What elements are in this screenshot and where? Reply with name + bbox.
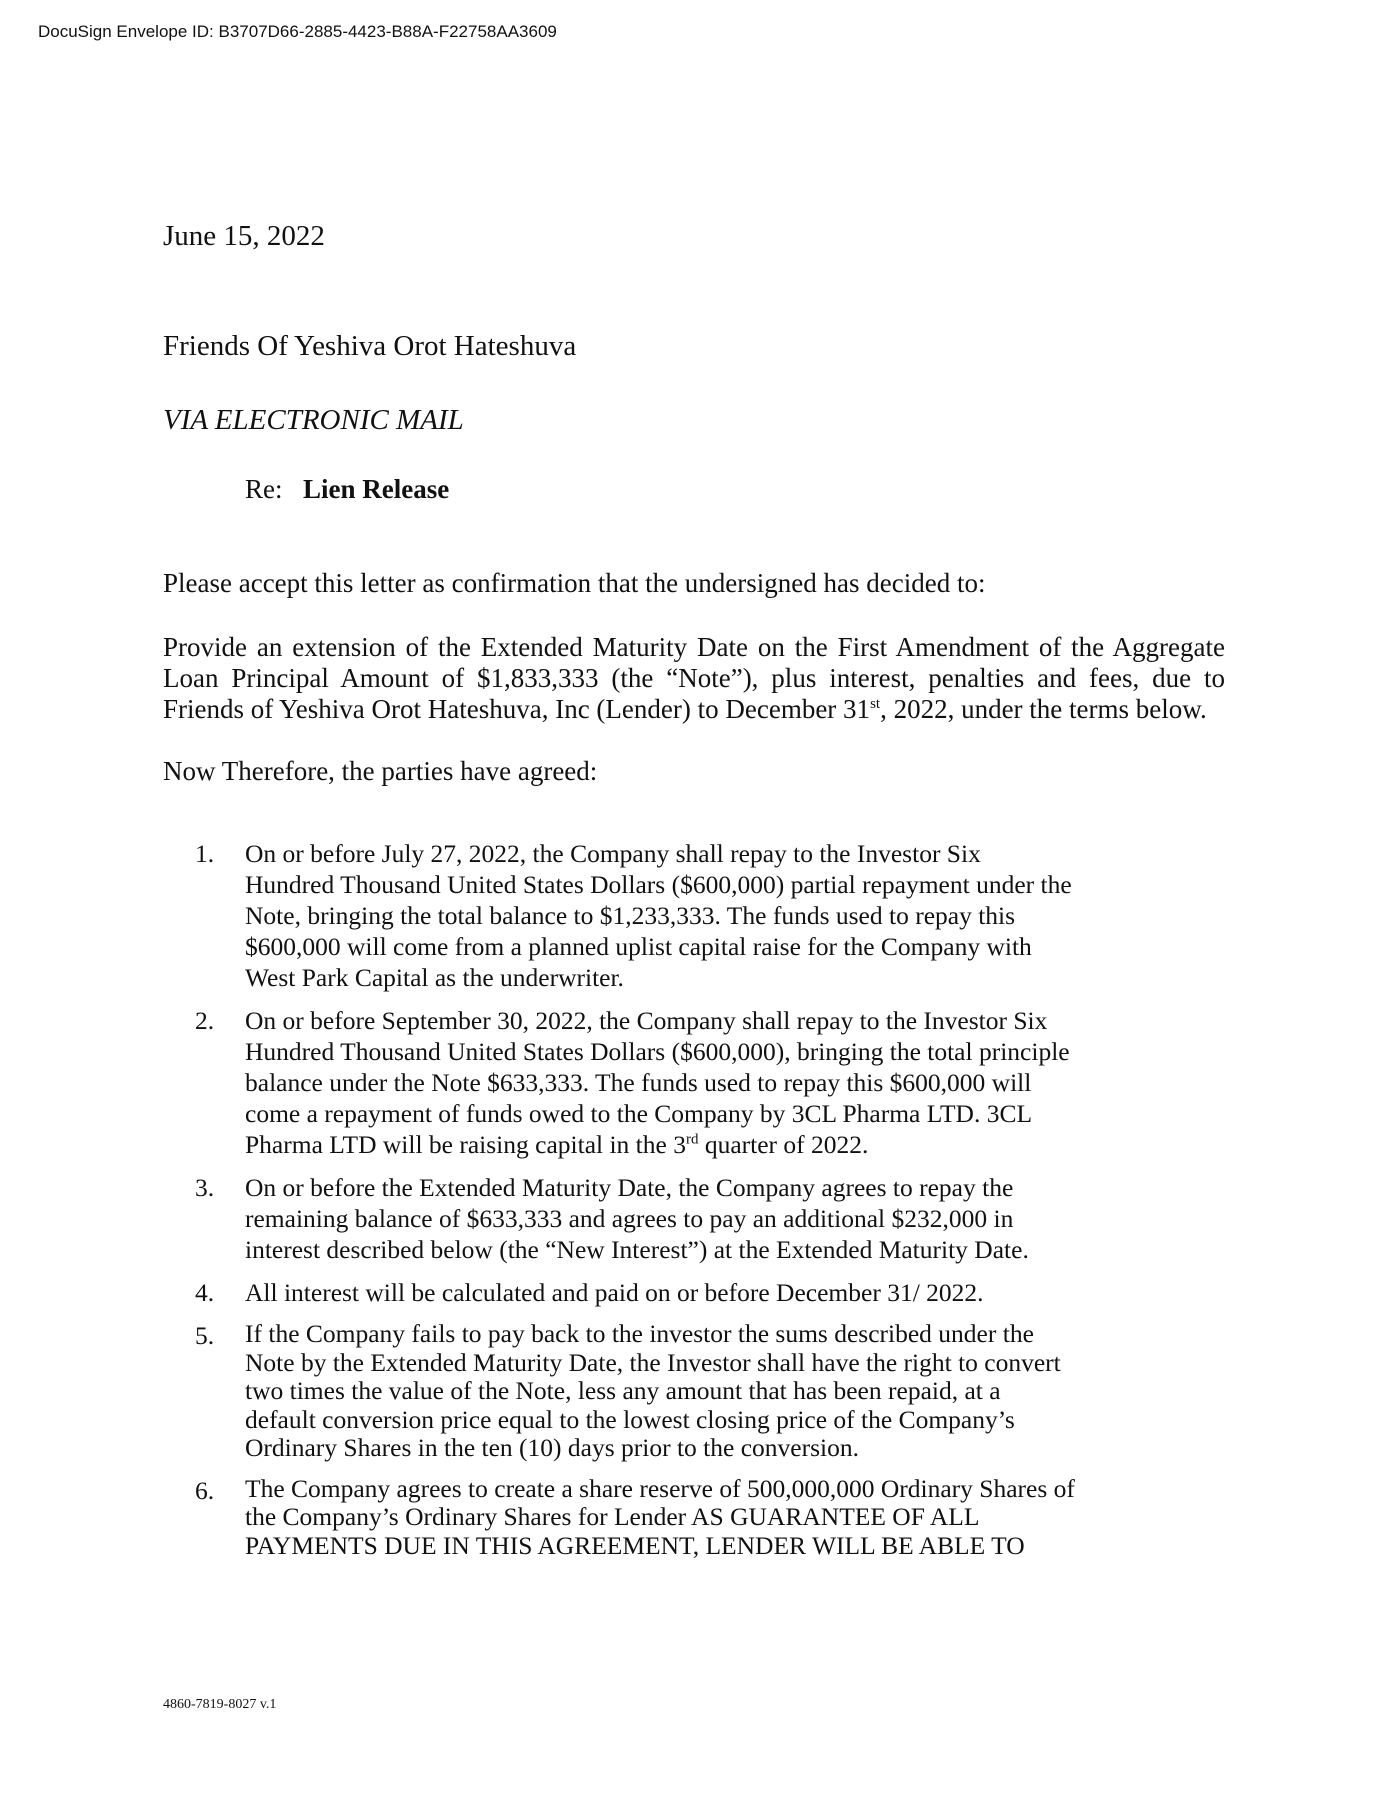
term-text	[245, 1005, 1075, 1160]
delivery-method: VIA ELECTRONIC MAIL	[163, 404, 464, 436]
term-number: 5.	[195, 1321, 215, 1350]
intro-paragraph: Please accept this letter as confirmation that the undersigned has decided to:	[163, 568, 986, 598]
docusign-envelope-id: DocuSign Envelope ID: B3707D66-2885-4423-B88A-F22758AA3609	[38, 22, 557, 41]
document-footer-id: 4860-7819-8027 v.1	[163, 1697, 277, 1712]
term-number: 4.	[195, 1278, 215, 1307]
term-text: All interest will be calculated and paid on or before December 31/ 2022.	[245, 1278, 984, 1307]
now-therefore-line: Now Therefore, the parties have agreed:	[163, 756, 598, 786]
term-item	[195, 1320, 1075, 1463]
subject-text: Lien Release	[303, 474, 450, 504]
extension-superscript: st	[870, 696, 881, 712]
recipient-name: Friends Of Yeshiva Orot Hateshuva	[163, 330, 577, 362]
term-text: If the Company fails to pay back to the investor the sums described under the Note by the Extended Maturity Date, the Investor shall have the right to convert two times the value of the Note, less any amount that has been repaid, at a default conversion price equal to the lowest closing price of the Company’s Ordinary Shares in the ten (10) days prior to the conversion.	[245, 1319, 1061, 1462]
term-superscript: rd	[685, 1131, 699, 1148]
term-number: 2.	[195, 1006, 215, 1035]
extension-text: Provide an extension of the Extended Maturity Date on the First Amendment of the Aggregate Loan Principal Amount of $1,833,333 (the “Note”), plus interest, penalties and fees, due to Friends of Yeshiva Orot Hateshuva, Inc (Lender) to December 31	[163, 632, 1225, 724]
term-text-start: On or before September 30, 2022, the Company shall repay to the Investor Six Hundred Thousand United States Dollars ($600,000), bringing the total principle balance under the Note $633,333. The funds used to repay this $600,000 will come a repayment of funds owed to the Company by 3CL Pharma LTD. 3CL Pharma LTD will be raising capital in the 3	[245, 1006, 1070, 1159]
term-text: On or before July 27, 2022, the Company shall repay to the Investor Six Hundred Thousand United States Dollars ($600,000) partial repayment under the Note, bringing the total balance to $1,233,333. The funds used to repay this $600,000 will come from a planned uplist capital raise for the Company with West Park Capital as the underwriter.	[245, 839, 1072, 992]
subject-label: Re:	[245, 474, 283, 504]
term-number: 6.	[195, 1475, 215, 1505]
term-item	[195, 838, 1075, 993]
term-number: 3.	[195, 1173, 215, 1202]
term-text: On or before the Extended Maturity Date, the Company agrees to repay the remaining balance of $633,333 and agrees to pay an additional $232,000 in interest described below (the “New Interest”) at the Extended Maturity Date.	[245, 1173, 1029, 1264]
term-text-end: quarter of 2022.	[698, 1130, 869, 1159]
term-item	[195, 1005, 1075, 1160]
term-item	[195, 1277, 1075, 1308]
subject-line	[245, 474, 449, 505]
extension-text-end: , 2022, under the terms below.	[880, 694, 1207, 724]
term-item	[195, 1172, 1075, 1265]
extension-paragraph	[163, 632, 1225, 725]
letter-date: June 15, 2022	[163, 220, 325, 252]
terms-list	[195, 838, 1075, 1572]
term-number: 1.	[195, 839, 215, 868]
term-text: The Company agrees to create a share reserve of 500,000,000 Ordinary Shares of the Company’s Ordinary Shares for Lender AS GUARANTEE OF ALL PAYMENTS DUE IN THIS AGREEMENT, LENDER WILL BE ABLE TO	[245, 1473, 1075, 1560]
term-item	[195, 1475, 1075, 1561]
